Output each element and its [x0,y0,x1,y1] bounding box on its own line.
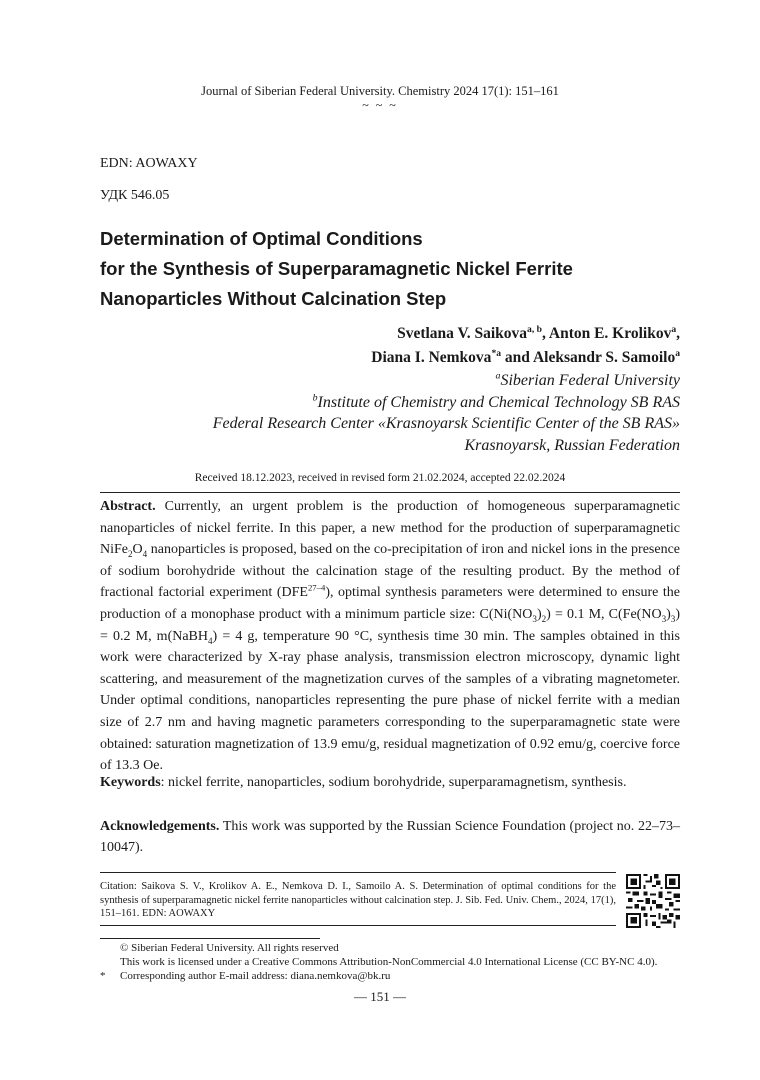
divider-line [100,938,320,939]
subscript: 2 [128,548,133,559]
abstract-text: ) = 4 g, temperature 90 °C, synthesis time 30 min. The samples obtained in this work were characterized by X-ray phase analysis, transmission electron microscopy, dynamic light scattering, and measurement of the magnetization curves of the samples of a vibrating magnetometer. Under optimal conditions, nanoparticles representing the pure phase of nickel ferrite with a median size of 2.7 nm and having magnetic parameters corresponding to the superparamagnetic state were obtained: saturation magnetization of 13.9 emu/g, residual magnetization of 0.92 emu/g, coercive force of 13.3 Oe. [100,628,680,774]
header-divider: ~ ~ ~ [362,98,398,112]
abstract-text: ) [666,606,671,622]
abstract-text: ) = 0.1 M, C(Fe(NO [546,606,662,622]
ack-text: This work was supported by the Russian Science Foundation (project no. 22–73–10047). [100,819,680,855]
abstract [100,496,680,777]
abstract-text: ) [536,606,542,622]
keywords-label: Keywords [100,775,161,790]
author-affil-mark: a [675,347,680,359]
subscript: 3 [532,613,537,624]
abstract-text: Currently, an urgent problem is the production of homogeneous superparamagnetic nanoparticles of nickel ferrite. In this paper, a new method for the production of superparamagnetic NiFe [100,499,680,558]
subscript: 4 [208,635,213,646]
author-affil-mark: *a [491,347,502,359]
divider-line [100,492,680,493]
footnote-star: * [100,970,106,982]
abstract-text: O [132,542,143,558]
journal-header: Journal of Siberian Federal University. Chemistry 2024 17(1): 151–161 [201,84,559,98]
superscript: 27–4 [307,582,326,593]
divider-line [100,872,616,873]
abstract-text: ), optimal synthesis parameters were determined to ensure the production of a monophase product with a minimum particle size: C(Ni(NO [100,585,680,622]
page-number: — 151 — [354,989,406,1004]
license-note: This work is licensed under a Creative Commons Attribution-NonCommercial 4.0 International License (CC BY-NC 4.0). [120,956,658,968]
title-line: for the Synthesis of Superparamagnetic Nickel Ferrite [100,258,573,279]
title-line: Determination of Optimal Conditions [100,228,423,249]
author-name: Svetlana V. Saikova [397,325,528,342]
corresponding-author: Corresponding author E-mail address: diana.nemkova@bk.ru [120,970,391,982]
subscript: 2 [541,613,547,624]
affiliation-a: Siberian Federal University [500,372,680,389]
acknowledgements [100,816,680,858]
qr-code-icon[interactable] [626,874,680,928]
paper-title [100,224,660,314]
keywords-text: : nickel ferrite, nanoparticles, sodium borohydride, superparamagnetism, synthesis. [160,775,627,790]
affiliations [213,370,680,456]
divider-line [100,925,616,926]
received-dates: Received 18.12.2023, received in revised form 21.02.2024, accepted 22.02.2024 [194,472,566,484]
affil-mark: b [312,392,318,404]
subscript: 3 [661,613,667,624]
author-name: Aleksandr S. Samoilo [532,349,676,366]
affiliation-location: Krasnoyarsk, Russian Federation [464,436,680,454]
author-list: Svetlana V. Saikova$^{a, b}$, Anton E. Krolikov$^a$, Diana I. Nemkova$^{*a}$ and Aleksandr S. Samoilo$^a$ [371,323,680,366]
affiliation-b-line2: Federal Research Center «Krasnoyarsk Scientific Center of the SB RAS» [212,415,680,432]
ack-label: Acknowledgements. [100,819,220,834]
subscript: 3 [670,613,676,624]
author-affil-mark: a, b [527,323,542,335]
author-name: Diana I. Nemkova [371,349,492,366]
author-affil-mark: a [671,323,677,335]
subscript: 4 [142,548,148,559]
abstract-text: nanoparticles is proposed, based on the co-precipitation of iron and nickel ions in the presence of sodium borohydride without the calcination stage of the resulting product. By the method of fractional factorial experiment (DFE [100,542,680,601]
edn-label: EDN: AOWAXY [100,156,198,171]
keywords [100,772,680,793]
abstract-label: Abstract. [100,499,156,514]
citation: Citation: Saikova S. V., Krolikov A. E., Nemkova D. I., Samoilo A. S. Determination of optimal conditions for the synthesis of superparamagnetic nickel ferrite nanoparticles without calcination step. J. Sib. Fed. Univ. Chem., 2024, 17(1), 151–161. EDN: AOWAXY [100,881,616,919]
copyright-note: © Siberian Federal University. All rights reserved [120,942,339,954]
affiliation-b: Institute of Chemistry and Chemical Technology SB RAS [317,393,680,411]
affil-mark: a [495,370,501,382]
udk-label: УДК 546.05 [100,188,170,203]
abstract-text: ) = 0.2 M, m(NaBH [100,606,681,644]
author-name: Anton E. Krolikov [548,325,672,342]
author-conjunction: and [504,349,530,366]
title-line: Nanoparticles Without Calcination Step [100,288,447,309]
